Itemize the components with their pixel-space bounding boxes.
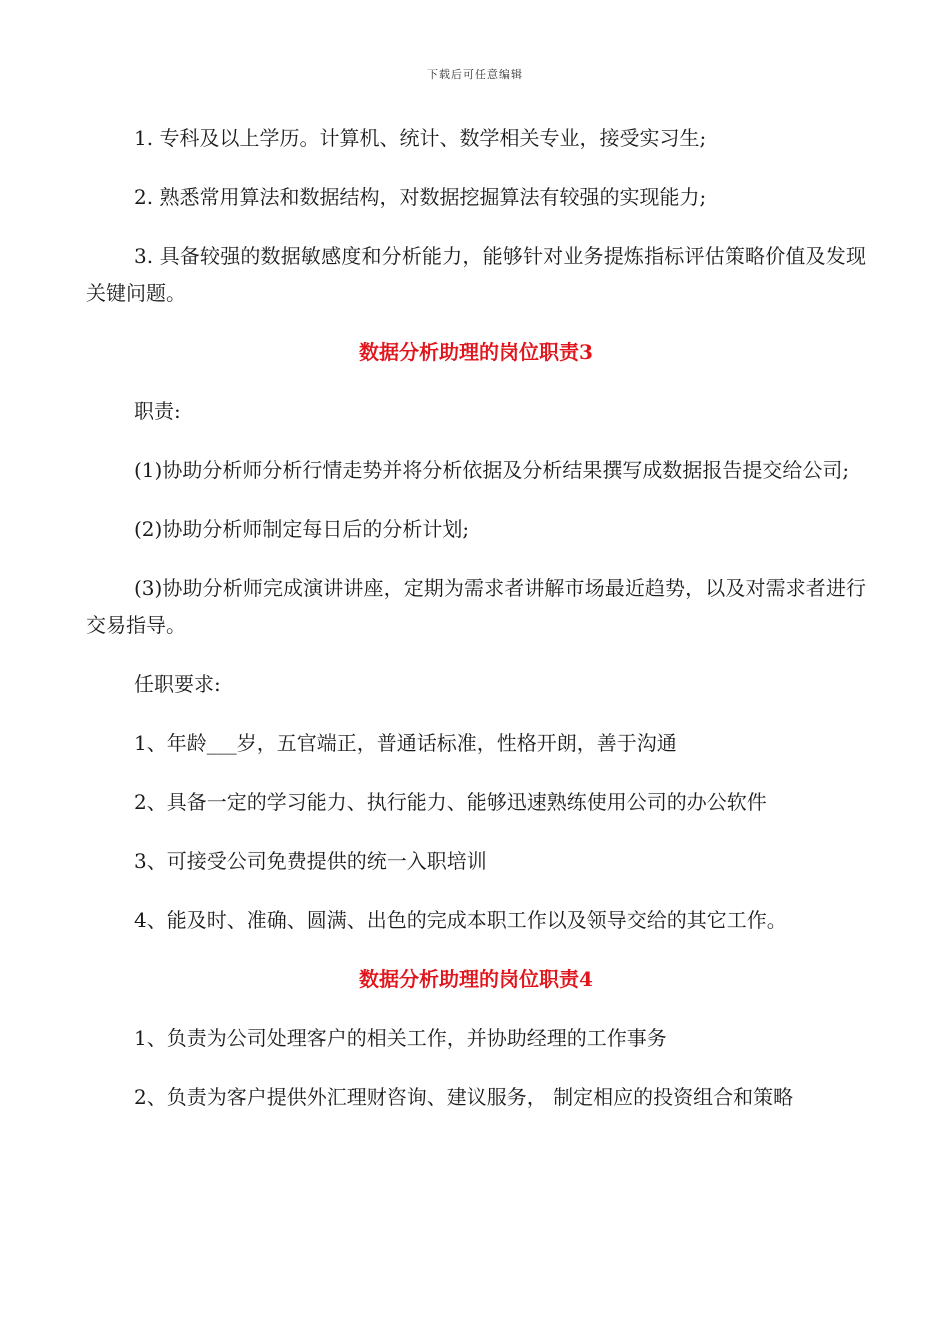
header-note: 下载后可任意编辑 [427, 68, 523, 81]
section-3-title: 数据分析助理的岗位职责3 [359, 340, 593, 364]
section-4-item-2: 2、负责为客户提供外汇理财咨询、建议服务， 制定相应的投资组合和策略 [134, 1085, 794, 1109]
section-4-title: 数据分析助理的岗位职责4 [359, 967, 593, 991]
document-body [86, 120, 866, 1138]
requirement-item-4: 4、能及时、准确、圆满、出色的完成本职工作以及领导交给的其它工作。 [134, 908, 787, 932]
requirement-item-3: 3、可接受公司免费提供的统一入职培训 [134, 849, 487, 873]
requirement-item-1: 1、年龄___岁，五官端正，普通话标准，性格开朗，善于沟通 [134, 731, 677, 755]
requirement-item-2: 2、具备一定的学习能力、执行能力、能够迅速熟练使用公司的办公软件 [134, 790, 767, 814]
prev-requirement-3: 3. 具备较强的数据敏感度和分析能力，能够针对业务提炼指标评估策略价值及发现关键问题。 [86, 244, 866, 305]
duty-item-1: (1)协助分析师分析行情走势并将分析依据及分析结果撰写成数据报告提交给公司; [134, 458, 850, 482]
duty-item-3: (3)协助分析师完成演讲讲座，定期为需求者讲解市场最近趋势，以及对需求者进行交易指导。 [86, 576, 866, 637]
prev-requirement-2: 2. 熟悉常用算法和数据结构，对数据挖掘算法有较强的实现能力; [134, 185, 707, 209]
duty-item-2: (2)协助分析师制定每日后的分析计划; [134, 517, 470, 541]
duties-label: 职责: [134, 399, 181, 423]
section-4-item-1: 1、负责为公司处理客户的相关工作，并协助经理的工作事务 [134, 1026, 667, 1050]
requirements-label: 任职要求: [134, 672, 221, 696]
prev-requirement-1: 1. 专科及以上学历。计算机、统计、数学相关专业，接受实习生; [134, 126, 707, 150]
